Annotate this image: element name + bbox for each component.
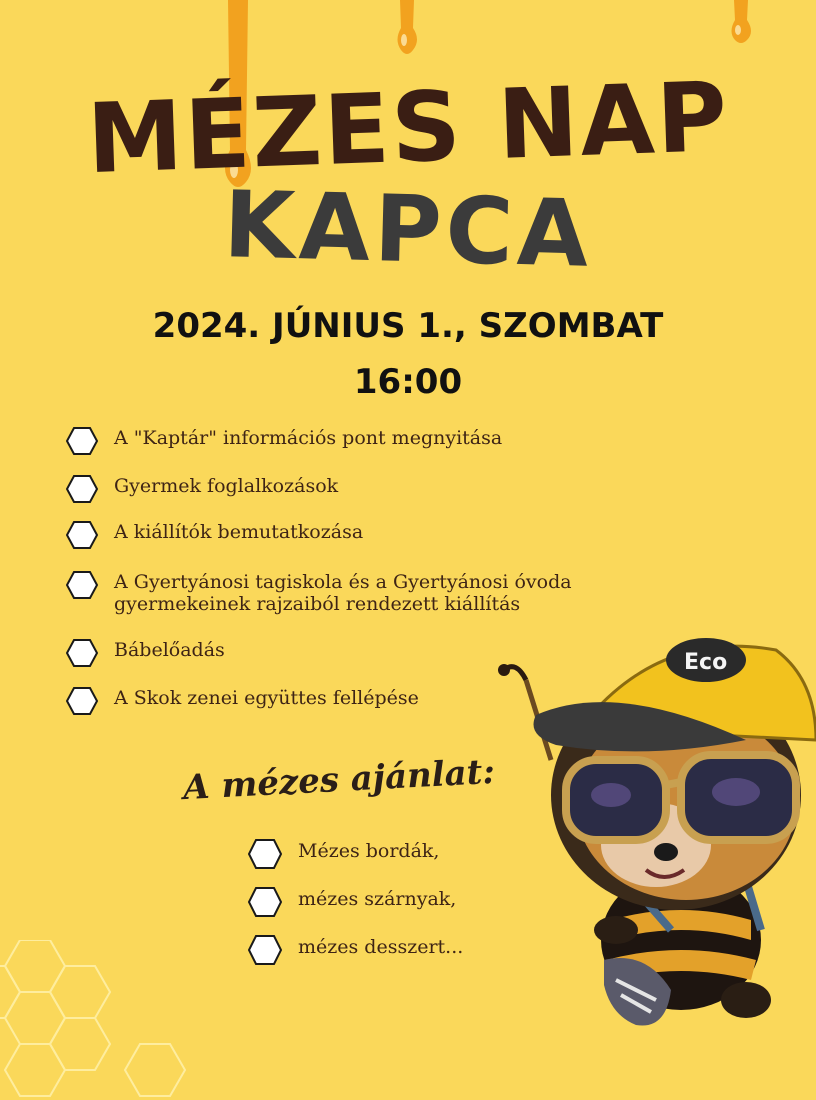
- program-item-text-line2: gyermekeinek rajzaiból rendezett kiállítás: [114, 593, 521, 615]
- honey-drip-right-icon: [722, 0, 762, 60]
- program-item-text: A kiállítók bemutatkozása: [114, 521, 364, 543]
- offer-item-text: Mézes bordák,: [298, 840, 440, 862]
- hexagon-bullet-icon: [248, 887, 282, 917]
- hexagon-bullet-icon: [66, 639, 98, 667]
- event-time: 16:00: [353, 362, 463, 402]
- hexagon-bullet-icon: [66, 521, 98, 549]
- offer-item-text: mézes desszert...: [298, 936, 464, 958]
- honey-drip-middle-icon: [388, 0, 428, 70]
- event-date: 2024. JÚNIUS 1., SZOMBAT: [152, 306, 664, 346]
- event-location: KAPCA: [222, 171, 594, 288]
- program-item-text: Bábelőadás: [114, 639, 225, 661]
- hexagon-bullet-icon: [66, 687, 98, 715]
- hexagon-bullet-icon: [66, 475, 98, 503]
- honeycomb-decoration-icon: [0, 940, 200, 1100]
- program-item-text: Gyermek foglalkozások: [114, 475, 339, 497]
- hexagon-bullet-icon: [66, 427, 98, 455]
- event-title: MÉZES NAP: [85, 60, 731, 196]
- offer-title: A mézes ajánlat:: [182, 751, 496, 809]
- hexagon-bullet-icon: [248, 839, 282, 869]
- program-item-text: A Gyertyánosi tagiskola és a Gyertyánosi óvoda: [114, 571, 572, 593]
- bee-cap-logo: Eco: [684, 650, 728, 675]
- bee-mascot-icon: [496, 620, 816, 1040]
- hexagon-bullet-icon: [66, 571, 98, 599]
- program-item-text: A "Kaptár" információs pont megnyitása: [114, 427, 503, 449]
- program-item-text: A Skok zenei együttes fellépése: [114, 687, 419, 709]
- offer-item-text: mézes szárnyak,: [298, 888, 457, 910]
- hexagon-bullet-icon: [248, 935, 282, 965]
